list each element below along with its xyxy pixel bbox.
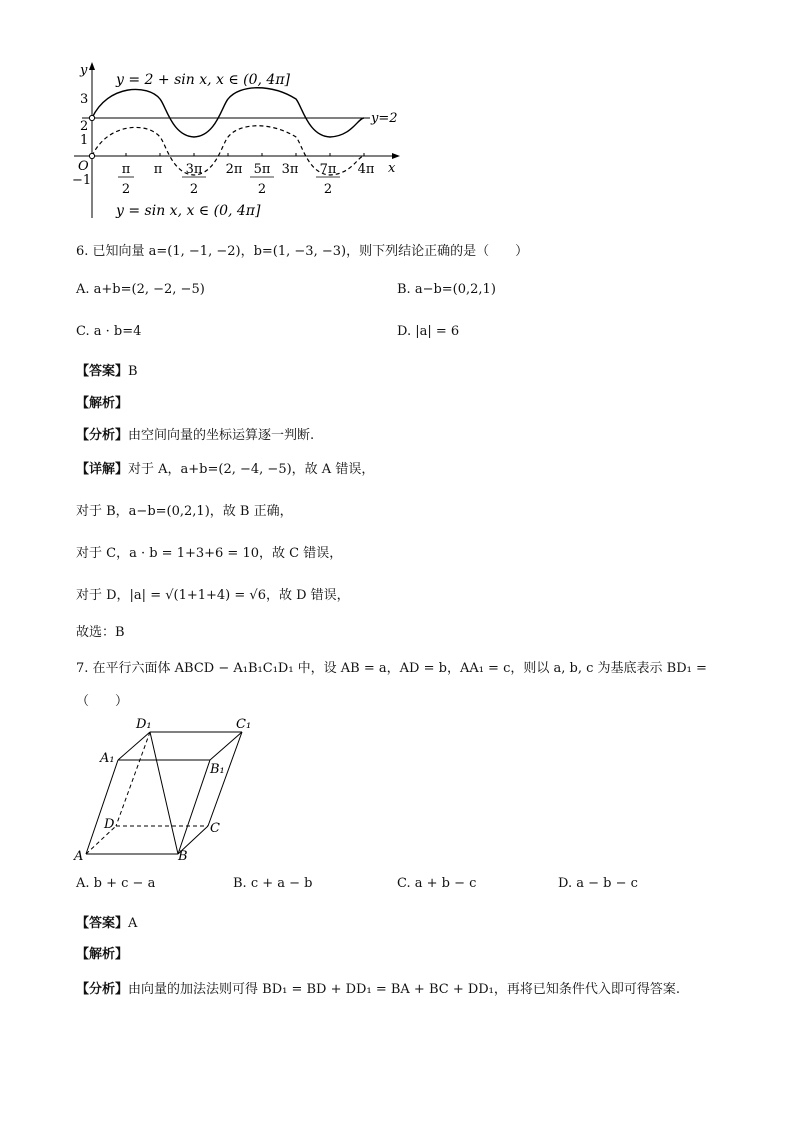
vertex-c: C (210, 821, 220, 836)
y-axis-label: y (80, 63, 88, 78)
q6-detail-line4: 对于 D，|a| = √(1+1+4) = √6，故 D 错误， (76, 588, 350, 603)
q7-option-b: B. c + a − b (233, 876, 313, 891)
x-tick-den: 2 (189, 182, 199, 197)
bottom-function-label: y = sin x, x ∈ (0, 4π] (116, 203, 261, 219)
q7-analysis-tag: 【解析】 (76, 947, 129, 962)
vertex-b1: B₁ (210, 762, 225, 777)
vertex-c1: C₁ (236, 717, 252, 732)
q7-option-a: A. b + c − a (76, 876, 156, 891)
y-tick: 2 (80, 119, 89, 134)
q6-option-a: A. a+b=(2, −2, −5) (76, 282, 205, 297)
y-tick: −1 (72, 173, 92, 188)
y-tick: 3 (80, 92, 89, 107)
answer-value: B (128, 364, 138, 379)
parallelepiped-figure (70, 710, 252, 870)
vertex-d1: D₁ (136, 717, 152, 732)
vertex-a: A (74, 849, 84, 864)
q7-fenxi (76, 978, 680, 997)
origin-label: O (78, 159, 89, 174)
q7-option-d: D. a − b − c (558, 876, 638, 891)
vertex-b: B (178, 849, 188, 864)
x-tick-num: π (153, 162, 163, 177)
sine-graph (60, 58, 410, 223)
xiangjie-tag: 【详解】 (76, 462, 129, 477)
q6-fenxi (76, 424, 314, 443)
x-tick-num: 7π (319, 162, 337, 177)
x-tick-num: π (121, 162, 131, 177)
q6-option-d: D. |a| = 6 (397, 324, 460, 339)
q6-option-b: B. a−b=(0,2,1) (397, 282, 496, 297)
x-tick-num: 3π (185, 162, 203, 177)
fenxi-tag: 【分析】 (76, 982, 129, 997)
x-axis-label: x (388, 161, 396, 176)
q6-answer (76, 360, 138, 379)
q6-option-c: C. a · b=4 (76, 324, 142, 339)
answer-tag: 【答案】 (76, 916, 129, 931)
answer-value: A (128, 916, 138, 931)
q6-choose: 故选：B (76, 625, 125, 640)
y-tick: 1 (80, 133, 89, 148)
vertex-d: D (104, 817, 115, 832)
fenxi-text: 由向量的加法法则可得 BD₁ = BD + DD₁ = BA + BC + DD₁，再将已知条件代入即可得答案. (128, 982, 681, 997)
vertex-a1: A₁ (100, 751, 115, 766)
detail-text: 对于 A，a+b=(2, −4, −5)，故 A 错误， (128, 462, 375, 477)
q7-stem: 7. 在平行六面体 ABCD − A₁B₁C₁D₁ 中，设 AB = a，AD = b，AA₁ = c，则以 a, b, c 为基底表示 BD₁ = (76, 661, 707, 676)
x-tick-den: 2 (121, 182, 131, 197)
q7-answer (76, 912, 137, 931)
top-function-label: y = 2 + sin x, x ∈ (0, 4π] (116, 72, 291, 88)
x-tick-num: 3π (281, 162, 299, 177)
q6-detail-line1 (76, 458, 374, 477)
x-tick-num: 4π (357, 162, 375, 177)
x-tick-den: 2 (257, 182, 267, 197)
fenxi-text: 由空间向量的坐标运算逐一判断. (128, 428, 315, 443)
fenxi-tag: 【分析】 (76, 428, 129, 443)
q6-analysis-tag: 【解析】 (76, 396, 129, 411)
answer-tag: 【答案】 (76, 364, 129, 379)
q7-option-c: C. a + b − c (397, 876, 477, 891)
q6-detail-line3: 对于 C，a · b = 1+3+6 = 10，故 C 错误， (76, 546, 343, 561)
x-tick-num: 2π (225, 162, 243, 177)
q7-paren: （ ） (76, 694, 129, 709)
q6-detail-line2: 对于 B，a−b=(0,2,1)，故 B 正确， (76, 504, 293, 519)
x-tick-den: 2 (323, 182, 333, 197)
line-y2-label: y=2 (371, 111, 398, 126)
x-tick-num: 5π (253, 162, 271, 177)
q6-stem: 6. 已知向量 a=(1, −1, −2)，b=(1, −3, −3)，则下列结论正确的是（ ） (76, 244, 529, 259)
